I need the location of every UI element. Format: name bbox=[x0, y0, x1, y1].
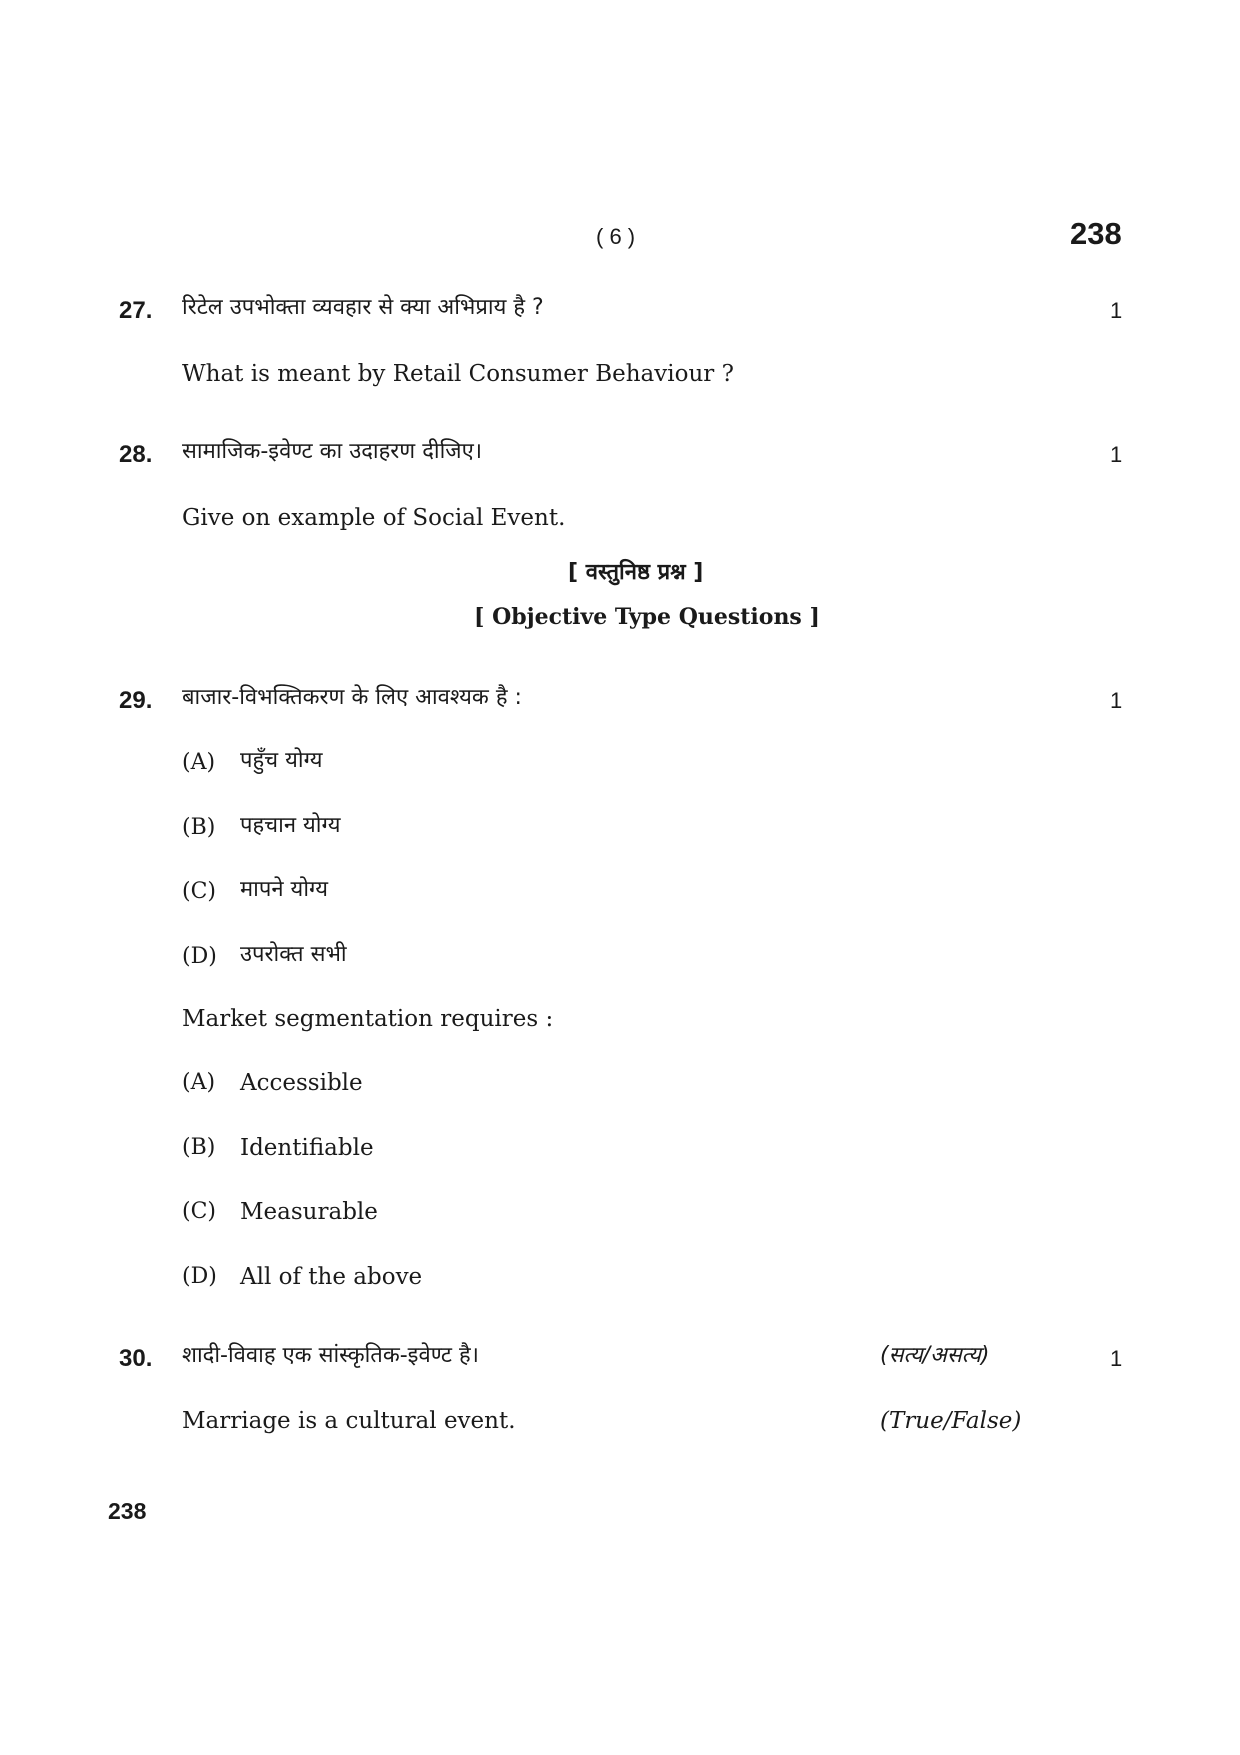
q29-english-option-d: All of the above bbox=[240, 1264, 423, 1290]
question-29-hindi: बाजार-विभक्तिकरण के लिए आवश्यक है : bbox=[182, 685, 522, 710]
q29-hindi-option-c-label: (C) bbox=[182, 879, 216, 904]
q29-english-option-d-label: (D) bbox=[182, 1264, 217, 1289]
q29-hindi-option-d-label: (D) bbox=[182, 944, 217, 969]
question-28-hindi: सामाजिक-इवेण्ट का उदाहरण दीजिए। bbox=[182, 439, 483, 464]
q29-hindi-option-c: मापने योग्य bbox=[240, 877, 328, 902]
q29-english-option-c-label: (C) bbox=[182, 1199, 216, 1224]
q29-hindi-option-d: उपरोक्त सभी bbox=[240, 942, 347, 967]
section-title-english: [ Objective Type Questions ] bbox=[474, 604, 820, 630]
question-number-28: 28. bbox=[119, 441, 153, 468]
question-28-english: Give on example of Social Event. bbox=[182, 505, 566, 531]
question-27-hindi: रिटेल उपभोक्ता व्यवहार से क्या अभिप्राय है ? bbox=[182, 295, 544, 320]
question-30-hindi: शादी-विवाह एक सांस्कृतिक-इवेण्ट है। bbox=[182, 1343, 480, 1368]
q29-hindi-option-a: पहुँच योग्य bbox=[240, 748, 323, 773]
question-29-marks: 1 bbox=[1110, 688, 1123, 713]
question-30-english-choice: (True/False) bbox=[880, 1408, 1022, 1434]
q29-hindi-option-b-label: (B) bbox=[182, 815, 216, 840]
question-30-hindi-choice: (सत्य/असत्य) bbox=[880, 1343, 990, 1368]
paper-code-header: 238 bbox=[1070, 216, 1122, 251]
q29-hindi-option-a-label: (A) bbox=[182, 750, 216, 775]
page-indicator: ( 6 ) bbox=[596, 224, 636, 249]
question-27-english: What is meant by Retail Consumer Behaviour ? bbox=[182, 361, 734, 387]
q29-hindi-option-b: पहचान योग्य bbox=[240, 813, 341, 838]
question-30-english: Marriage is a cultural event. bbox=[182, 1408, 516, 1434]
question-29-english: Market segmentation requires : bbox=[182, 1006, 554, 1032]
q29-english-option-c: Measurable bbox=[240, 1199, 378, 1225]
q29-english-option-b: Identifiable bbox=[240, 1135, 374, 1161]
q29-english-option-a-label: (A) bbox=[182, 1070, 216, 1095]
question-28-marks: 1 bbox=[1110, 442, 1123, 467]
question-number-29: 29. bbox=[119, 687, 153, 714]
question-30-marks: 1 bbox=[1110, 1346, 1123, 1371]
question-27-marks: 1 bbox=[1110, 298, 1123, 323]
question-number-30: 30. bbox=[119, 1345, 153, 1372]
q29-english-option-a: Accessible bbox=[240, 1070, 363, 1096]
question-number-27: 27. bbox=[119, 297, 153, 324]
section-title-hindi: [ वस्तुनिष्ठ प्रश्न ] bbox=[568, 560, 704, 585]
paper-code-footer: 238 bbox=[108, 1498, 147, 1524]
q29-english-option-b-label: (B) bbox=[182, 1135, 216, 1160]
